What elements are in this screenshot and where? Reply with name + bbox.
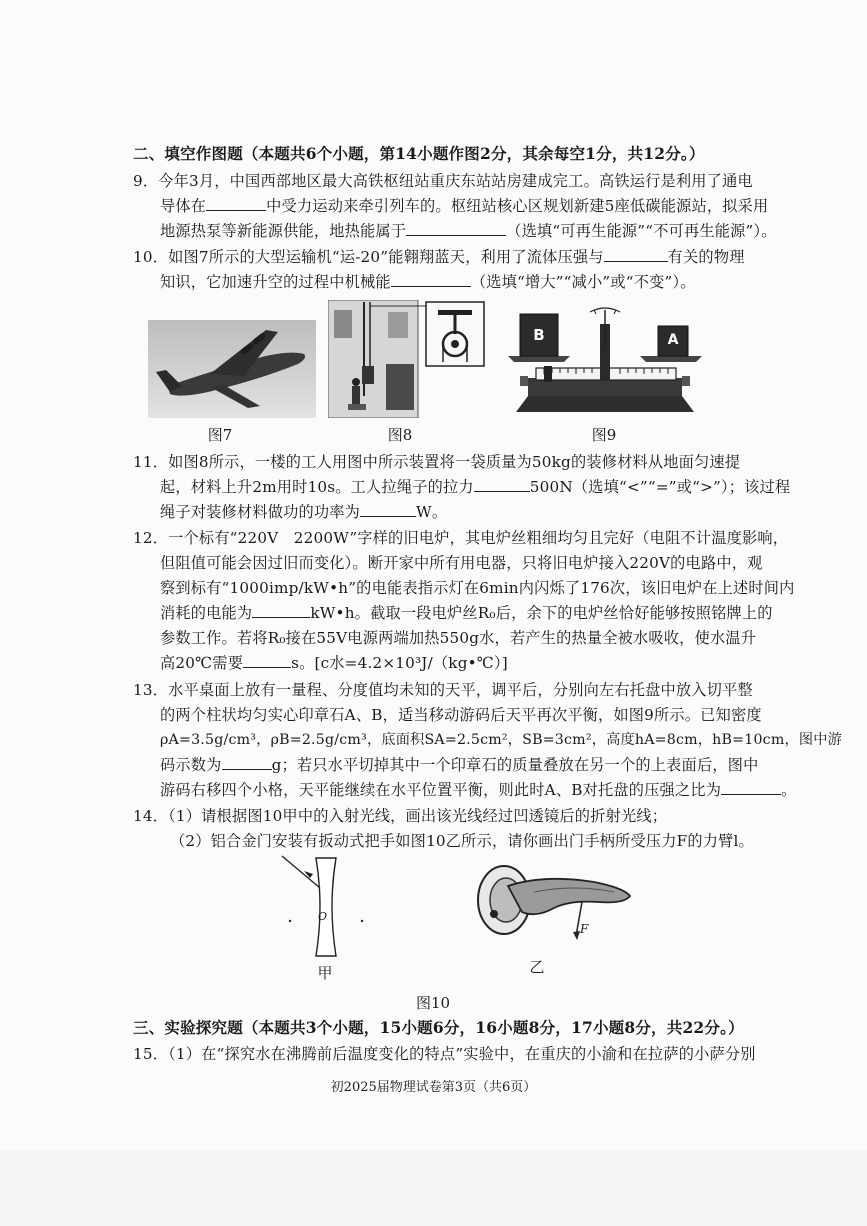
question-9-line-3 xyxy=(160,221,777,241)
question-10-line-1 xyxy=(133,247,745,267)
answer-blank[interactable] xyxy=(206,196,266,211)
question-12-line-6 xyxy=(160,653,508,673)
question-12-line-1: 12．一个标有“220V 2200W”字样的旧电炉，其电炉丝粗细均匀且完好（电阻不计温度影响， xyxy=(133,529,789,547)
answer-blank[interactable] xyxy=(243,653,291,668)
text: 知识，它加速升空的过程中机械能 xyxy=(160,273,391,291)
question-12-line-5: 参数工作。若将R₀接在55V电源两端加热550g水，若产生的热量全被水吸收，使水温升 xyxy=(160,629,757,647)
answer-blank[interactable] xyxy=(252,603,310,618)
text: 中受力运动来牵引列车的。枢纽站核心区规划新建5座低碳能源站，拟采用 xyxy=(266,197,769,215)
figure-7-caption: 图7 xyxy=(207,426,233,444)
section-heading: 二、填空作图题（本题共6个小题，第14小题作图2分，其余每空1分，共12分。） xyxy=(133,144,705,163)
door-handle-illustration xyxy=(474,852,634,948)
figure-8-pulley-photo xyxy=(328,300,486,418)
question-10-line-2 xyxy=(160,272,696,292)
question-9-line-1: 9．今年3月，中国西部地区最大高铁枢纽站重庆东站站房建成完工。高铁运行是利用了通电 xyxy=(133,172,753,190)
figure-10-jia-caption: 甲 xyxy=(317,964,333,982)
answer-blank[interactable] xyxy=(721,780,781,795)
figure-7-aircraft-photo xyxy=(148,320,316,418)
figure-10-yi-caption: 乙 xyxy=(529,958,545,976)
text: 地源热泵等新能源供能，地热能属于 xyxy=(160,222,407,240)
figure-9-balance-diagram xyxy=(500,300,710,418)
text: 500N（选填“<”“=”或“>”）；该过程 xyxy=(529,478,791,496)
question-11-line-1: 11．如图8所示，一楼的工人用图中所示装置将一袋质量为50kg的装修材料从地面匀速提 xyxy=(133,453,741,471)
text: 绳子对装修材料做功的功率为 xyxy=(160,503,361,521)
answer-blank[interactable] xyxy=(360,502,416,517)
question-15-line-1: 15．（1）在“探究水在沸腾前后温度变化的特点”实验中，在重庆的小渝和在拉萨的小萨分别 xyxy=(133,1045,756,1063)
text: 导体在 xyxy=(160,197,207,215)
question-12-line-3: 察到标有“1000imp/kW•h”的电能表指示灯在6min内闪烁了176次，该旧电炉在上述时间内 xyxy=(160,579,795,597)
answer-blank[interactable] xyxy=(474,477,530,492)
text: 有关的物理 xyxy=(667,248,745,266)
text: g；若只水平切掉其中一个印章石的质量叠放在另一个的上表面后，图中 xyxy=(271,756,759,774)
text: 游码右移四个小格，天平能继续在水平位置平衡，则此时A、B对托盘的压强之比为 xyxy=(160,781,722,799)
text: （选填“可再生能源”“不可再生能源”）。 xyxy=(506,222,777,240)
block-a-label: A xyxy=(667,332,679,348)
text: W。 xyxy=(416,503,448,521)
block-b-label: B xyxy=(533,326,545,344)
balance-illustration xyxy=(500,300,710,418)
text: 。 xyxy=(781,781,797,799)
question-13-line-4 xyxy=(160,755,759,775)
pulley-illustration xyxy=(328,300,486,418)
question-13-line-1: 13．水平桌面上放有一量程、分度值均未知的天平，调平后，分别向左右托盘中放入切平整 xyxy=(133,681,753,699)
lens-center-o: O xyxy=(318,910,328,923)
section-heading: 三、实验探究题（本题共3个小题，15小题6分，16小题8分，17小题8分，共22分。） xyxy=(133,1018,744,1037)
answer-blank[interactable] xyxy=(604,247,668,262)
text: （选填“增大”“减小”或“不变”）。 xyxy=(470,273,696,291)
figure-10-concave-lens xyxy=(280,852,380,962)
text: 10．如图7所示的大型运输机“运-20”能翱翔蓝天，利用了流体压强与 xyxy=(133,248,604,266)
text: 高20℃需要 xyxy=(160,654,244,672)
answer-blank[interactable] xyxy=(406,221,506,236)
text: kW•h。截取一段电炉丝R₀后，余下的电炉丝恰好能够按照铭牌上的 xyxy=(310,604,773,622)
page-footer: 初2025届物理试卷第3页（共6页） xyxy=(330,1080,537,1095)
text: 起，材料上升2m用时10s。工人拉绳子的拉力 xyxy=(160,478,474,496)
text: 码示数为 xyxy=(160,756,222,774)
figure-8-caption: 图8 xyxy=(387,426,413,444)
figure-10-door-handle xyxy=(474,852,634,948)
answer-blank[interactable] xyxy=(391,272,471,287)
question-9-line-2 xyxy=(160,196,768,216)
text: s。[c水=4.2×10³J/（kg•℃）] xyxy=(291,654,508,672)
page-bottom-margin xyxy=(0,1150,867,1226)
aircraft-illustration xyxy=(148,320,316,418)
question-14-line-1: 14．（1）请根据图10甲中的入射光线，画出该光线经过凹透镜后的折射光线； xyxy=(133,807,668,825)
answer-blank[interactable] xyxy=(222,755,272,770)
text: 消耗的电能为 xyxy=(160,604,253,622)
figure-10-caption: 图10 xyxy=(415,994,451,1012)
question-13-line-5 xyxy=(160,780,796,800)
force-label-f: F xyxy=(580,922,589,936)
figure-9-caption: 图9 xyxy=(591,426,617,444)
question-11-line-2 xyxy=(160,477,790,497)
question-11-line-3 xyxy=(160,502,447,522)
question-14-line-2: （2）铝合金门安装有扳动式把手如图10乙所示，请你画出门手柄所受压力F的力臂l。 xyxy=(170,832,754,850)
question-13-line-3: ρA=3.5g/cm³，ρB=2.5g/cm³，底面积SA=2.5cm²，SB=3cm²，高度hA=8cm，hB=10cm，图中游 xyxy=(160,732,843,748)
concave-lens-illustration xyxy=(280,852,380,962)
question-12-line-2: 但阻值可能会因过旧而变化）。断开家中所有用电器，只将旧电炉接入220V的电路中，观 xyxy=(160,554,763,572)
question-12-line-4 xyxy=(160,603,773,623)
question-13-line-2: 的两个柱状均匀实心印章石A、B，适当移动游码后天平再次平衡，如图9所示。已知密度 xyxy=(160,706,762,724)
